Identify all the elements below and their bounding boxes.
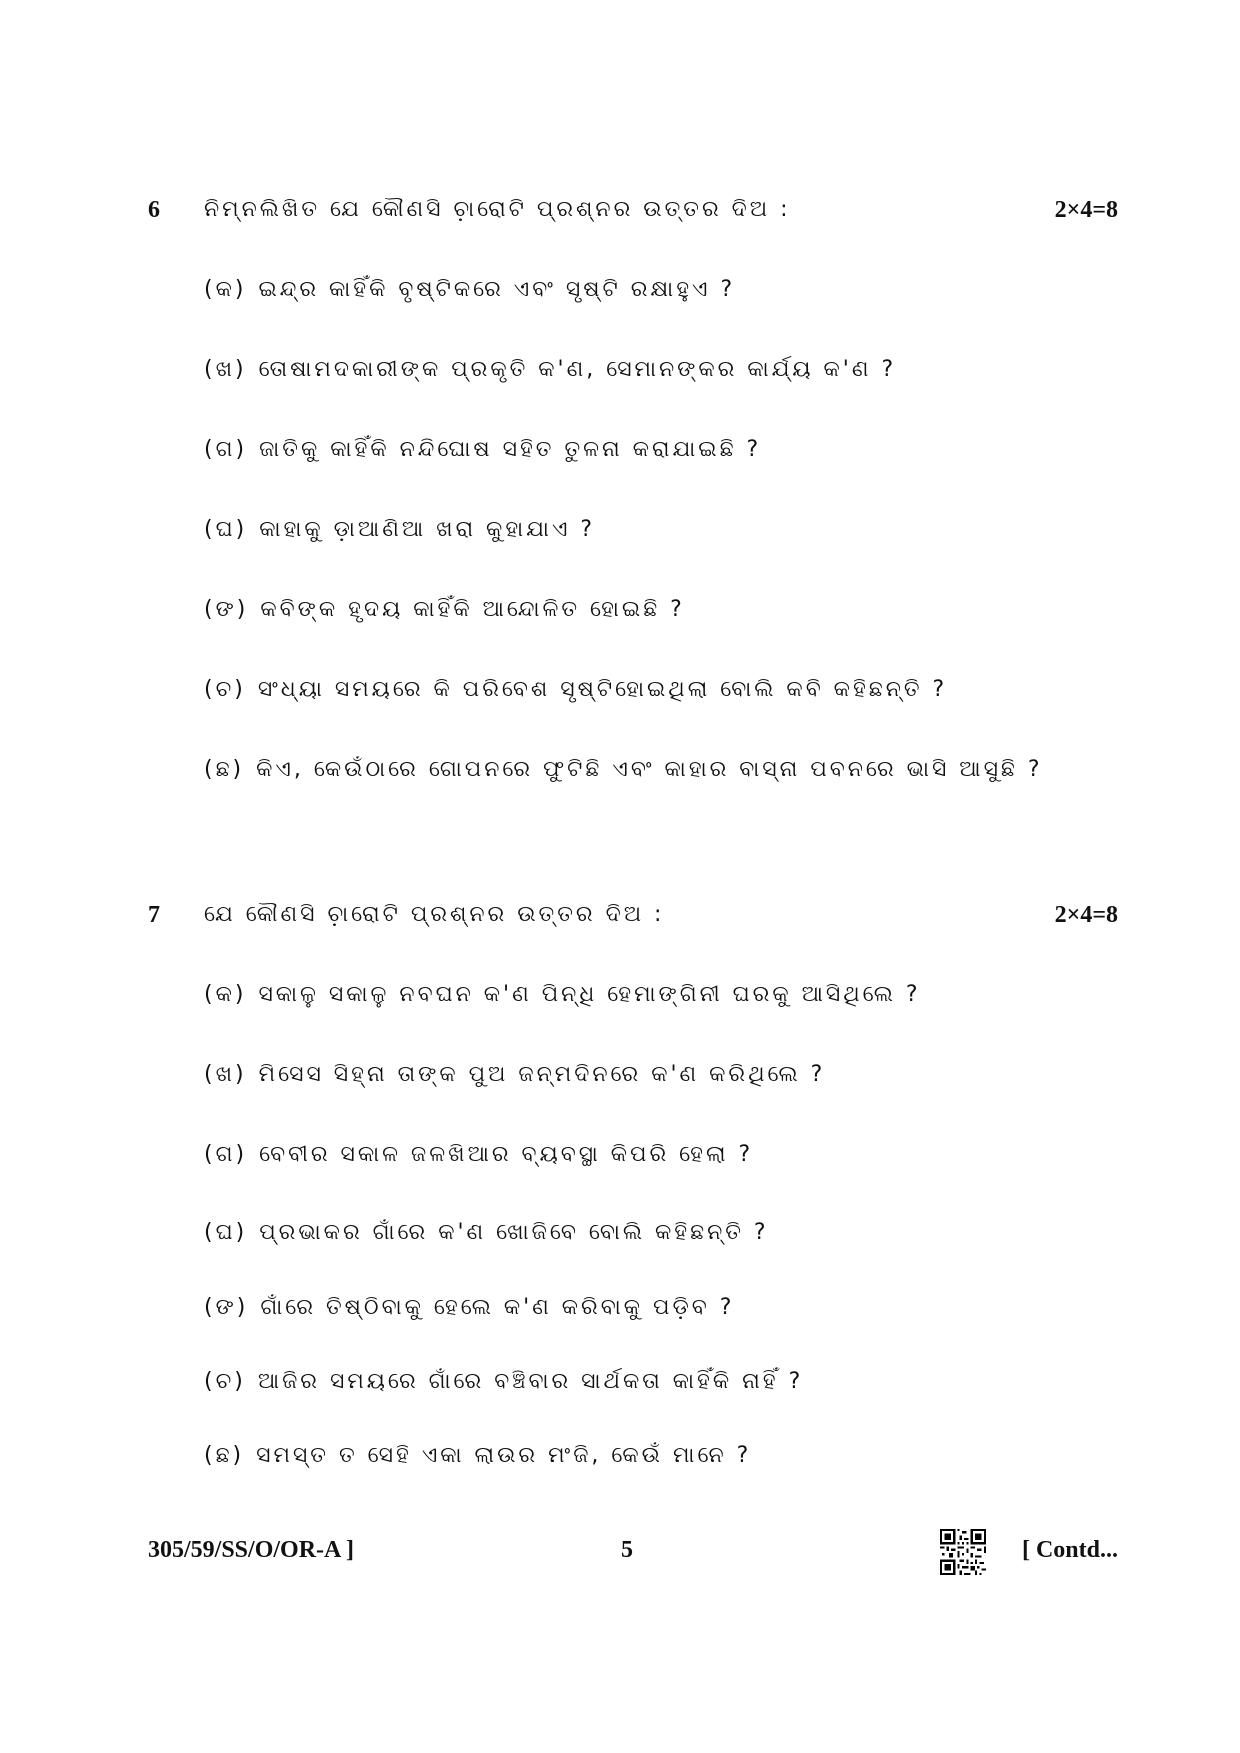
sub-question-text: କବିଙ୍କ ହୃଦୟ କାହିଁକି ଆନ୍ଦୋଳିତ ହୋଇଛି ? (260, 597, 685, 622)
question-instruction: ଯେ କୌଣସି ଚ଼ାରୋଟି ପ୍ରଶ୍ନର ଉତ୍ତର ଦିଅ : (204, 902, 665, 927)
sub-question (204, 510, 595, 550)
sub-question-text: ସକାଳୁ ସକାଳୁ ନବଘନ କ'ଣ ପିନ୍ଧି ହେମାଙ୍ଗିନୀ ଘରକୁ ଆସିଥିଲେ ? (258, 982, 921, 1007)
sub-question-text: ଜାତିକୁ କାହିଁକି ନନ୍ଦିଘୋଷ ସହିତ ତୁଳନା କରାଯାଇଛି ? (259, 437, 762, 462)
question-instruction: ନିମ୍ନଲିଖିତ ଯେ କୌଣସି ଚ଼ାରୋଟି ପ୍ରଶ୍ନର ଉତ୍ତର ଦିଅ : (204, 197, 791, 222)
sub-question (204, 1288, 734, 1328)
sub-question (204, 1436, 751, 1476)
sub-question-label: (ଖ) (204, 1062, 247, 1087)
page-number: 5 (621, 1537, 633, 1563)
sub-question-text: ସଂଧ୍ୟା ସମୟରେ କି ପରିବେଶ ସୃଷ୍ଟିହୋଇଥିଲା ବୋଲି କବି କହିଛନ୍ତି ? (257, 677, 948, 702)
sub-question-label: (ଙ) (204, 1295, 249, 1320)
paper-code: 305/59/SS/O/OR-A ] (148, 1537, 355, 1563)
continued-marker: [ Contd... (1021, 1537, 1118, 1563)
question-number: 6 (148, 197, 160, 223)
sub-question-text: ମିସେସ ସିହ୍ନା ତାଙ୍କ ପୁଅ ଜନ୍ମଦିନରେ କ'ଣ କରିଥିଲେ ? (258, 1062, 826, 1087)
sub-question-text: ଇନ୍ଦ୍ର କାହିଁକି ବୃଷ୍ଟିକରେ ଏବଂ ସୃଷ୍ଟି ରକ୍ଷାହୁଏ ? (258, 277, 736, 302)
sub-question-label: (ଛ) (204, 1443, 245, 1468)
sub-question-label: (ଙ) (204, 597, 249, 622)
sub-question-text: କିଏ, କେଉଁଠାରେ ଗୋପନରେ ଫୁଟିଛି ଏବଂ କାହାର ବାସ୍ନା ପବନରେ ଭାସି ଆସୁଛି ? (256, 757, 1043, 782)
question-7-header (148, 895, 1118, 935)
qr-code-icon (940, 1529, 986, 1575)
sub-question-label: (କ) (204, 277, 247, 302)
sub-question (204, 975, 921, 1015)
sub-question-text: ଗାଁରେ ତିଷ୍ଠିବାକୁ ହେଲେ କ'ଣ କରିବାକୁ ପଡ଼ିବ ? (260, 1295, 735, 1320)
sub-question (204, 270, 735, 310)
sub-question-label: (ଗ) (204, 1142, 248, 1167)
sub-question (204, 1362, 803, 1402)
page-footer (148, 1525, 1118, 1585)
sub-question-text: ପ୍ରଭାକର ଗାଁରେ କ'ଣ ଖୋଜିବେ ବୋଲି କହିଛନ୍ତି ? (259, 1220, 769, 1245)
sub-question (204, 350, 896, 390)
question-marks: 2×4=8 (1054, 197, 1118, 223)
sub-question-text: ତୋଷାମଦକାରୀଙ୍କ ପ୍ରକୃତି କ'ଣ, ସେମାନଙ୍କର କାର୍ଯ୍ୟ କ'ଣ ? (258, 357, 897, 382)
sub-question (204, 670, 947, 710)
sub-question-label: (ଛ) (204, 757, 245, 782)
sub-question-label: (କ) (204, 982, 247, 1007)
sub-question-label: (ଘ) (204, 517, 248, 542)
sub-question (204, 590, 685, 630)
sub-question (204, 1135, 753, 1175)
question-6-header (148, 190, 1118, 230)
sub-question-text: ଆଜିର ସମୟରେ ଗାଁରେ ବଞ୍ଚିବାର ସାର୍ଥକତା କାହିଁକି ନାହିଁ ? (257, 1369, 804, 1394)
sub-question-text: କାହାକୁ ଡ଼ାଆଣିଆ ଖରା କୁହାଯାଏ ? (259, 517, 596, 542)
sub-question (204, 750, 1043, 790)
sub-question (204, 1213, 769, 1253)
question-number: 7 (148, 902, 160, 928)
sub-question-text: ସମସ୍ତ ତ ସେହି ଏକା ଲାଉର ମଂଜି, କେଉଁ ମାନେ ? (256, 1443, 752, 1468)
sub-question-label: (ଘ) (204, 1220, 248, 1245)
sub-question-label: (ଚ) (204, 677, 246, 702)
sub-question-text: ବେବୀର ସକାଳ ଜଳଖିଆର ବ୍ୟବସ୍ଥା କିପରି ହେଲା ? (259, 1142, 754, 1167)
sub-question (204, 1055, 825, 1095)
sub-question-label: (ଚ) (204, 1369, 246, 1394)
sub-question-label: (ଖ) (204, 357, 247, 382)
sub-question (204, 430, 761, 470)
sub-question-label: (ଗ) (204, 437, 248, 462)
question-marks: 2×4=8 (1054, 902, 1118, 928)
